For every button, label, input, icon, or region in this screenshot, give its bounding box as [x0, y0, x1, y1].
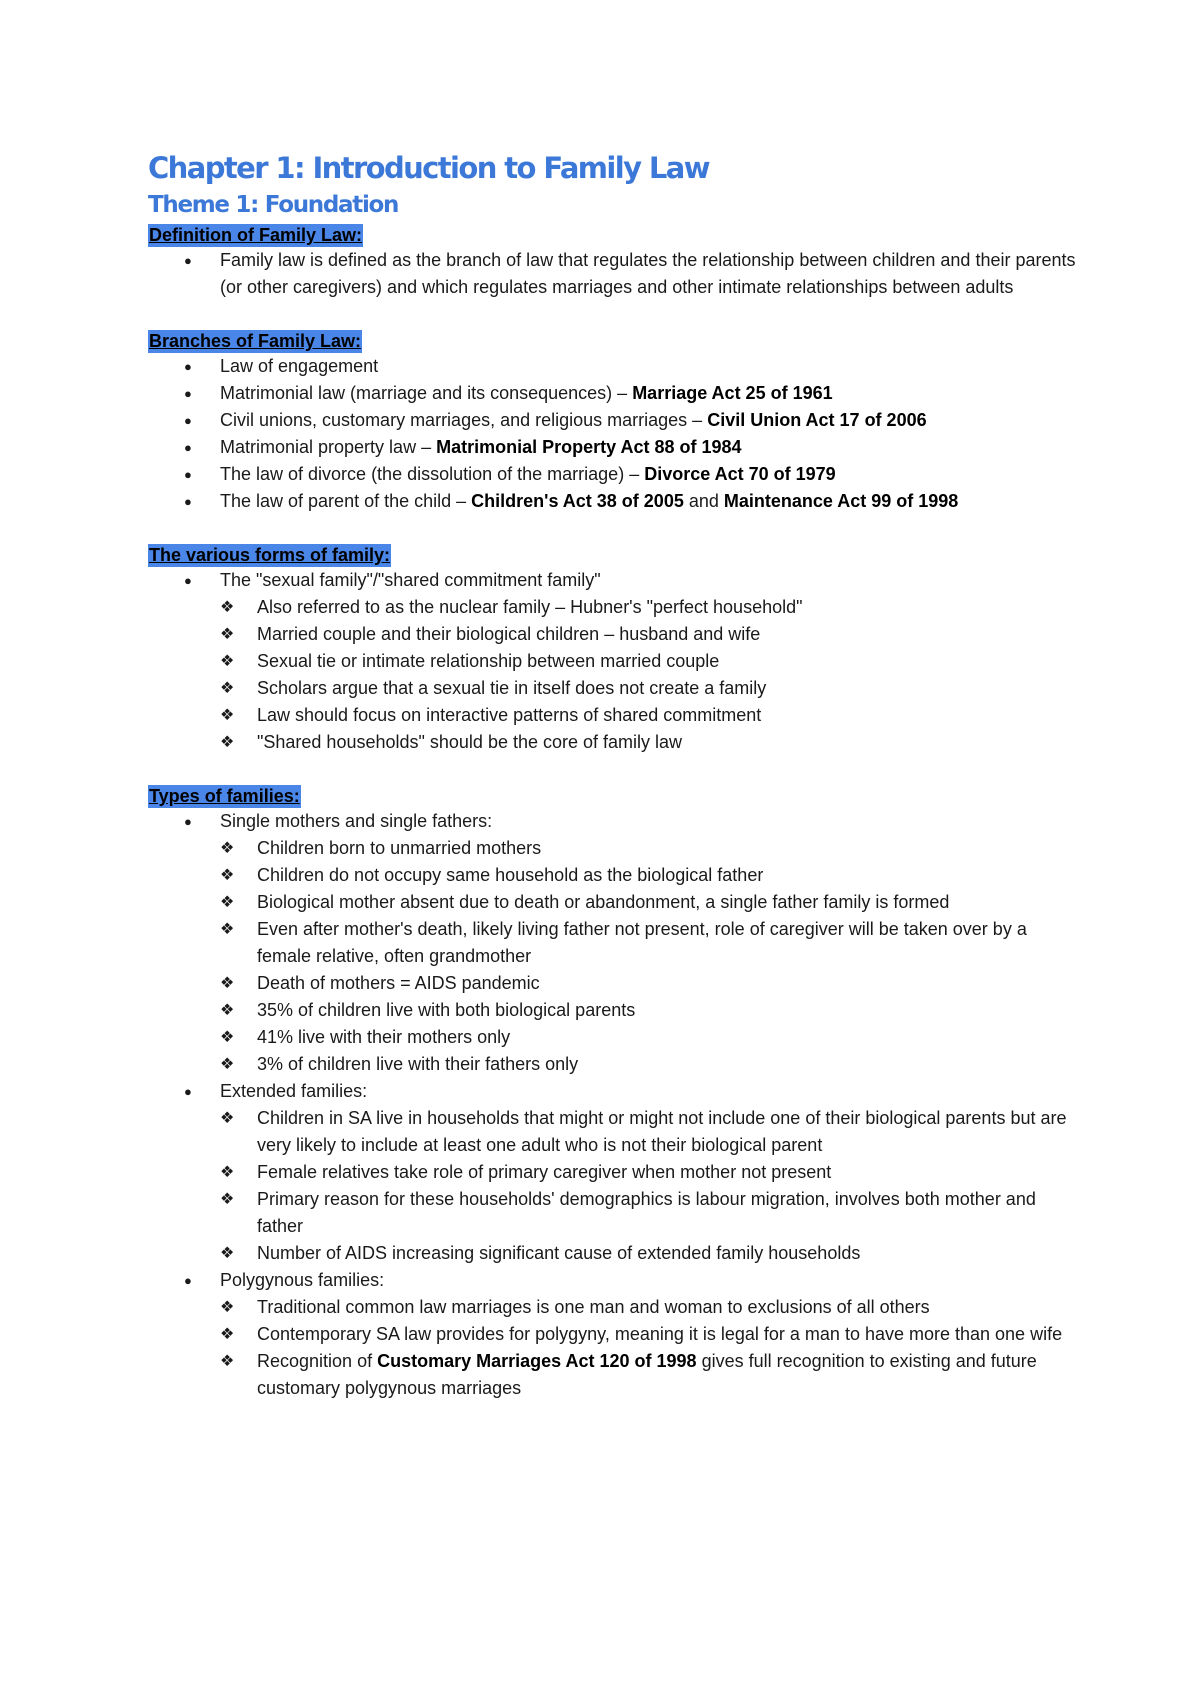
diamond-bullet-icon: ❖: [220, 1245, 235, 1262]
list-item: ● Family law is defined as the branch of law that regulates the relationship between children and their parents (or other caregivers) and which regulates marriages and other intimate relationships between adults: [148, 247, 1078, 301]
diamond-bullet-icon: ❖: [220, 1164, 235, 1181]
diamond-bullet-icon: ❖: [220, 1353, 235, 1370]
diamond-bullet-icon: ❖: [220, 1326, 235, 1343]
branches-section: [148, 328, 1078, 515]
diamond-bullet-icon: ❖: [220, 840, 235, 857]
document-page: [148, 148, 1078, 1429]
sub-list-item: ❖ Contemporary SA law provides for polygyny, meaning it is legal for a man to have more than one wife: [184, 1321, 1078, 1348]
act-name: Divorce Act 70 of 1979: [644, 464, 836, 484]
sub-list-item: ❖ Also referred to as the nuclear family – Hubner's "perfect household": [184, 594, 1078, 621]
section-heading-branches: Branches of Family Law:: [149, 331, 362, 351]
forms-section: [148, 542, 1078, 756]
sub-list-item: ❖ Children in SA live in households that might or might not include one of their biological parents but are very likely to include at least one adult who is not their biological parent: [184, 1105, 1078, 1159]
bullet-icon: ●: [184, 573, 192, 588]
types-section: [148, 783, 1078, 1402]
sub-list-item: ❖ Biological mother absent due to death or abandonment, a single father family is formed: [184, 889, 1078, 916]
chapter-title: Chapter 1: Introduction to Family Law: [148, 151, 709, 185]
bullet-icon: ●: [184, 1273, 192, 1288]
act-name: Matrimonial Property Act 88 of 1984: [436, 437, 742, 457]
diamond-bullet-icon: ❖: [220, 1110, 235, 1127]
bullet-icon: ●: [184, 359, 192, 374]
sub-list-item: ❖ Traditional common law marriages is one man and woman to exclusions of all others: [184, 1294, 1078, 1321]
sub-list-item: ❖ Primary reason for these households' demographics is labour migration, involves both mother and father: [184, 1186, 1078, 1240]
bullet-icon: ●: [184, 467, 192, 482]
sub-list-item: ❖ Female relatives take role of primary caregiver when mother not present: [184, 1159, 1078, 1186]
sub-list-item: ❖ Recognition of Customary Marriages Act 120 of 1998 gives full recognition to existing and future customary polygynous marriages: [184, 1348, 1078, 1402]
section-heading-forms: The various forms of family:: [149, 545, 391, 565]
diamond-bullet-icon: ❖: [220, 734, 235, 751]
bullet-icon: ●: [184, 814, 192, 829]
list-item: ● The "sexual family"/"shared commitment family": [148, 567, 1078, 594]
act-name: Maintenance Act 99 of 1998: [723, 491, 959, 511]
definition-section: [148, 222, 1078, 301]
sub-list-item: ❖ Law should focus on interactive patterns of shared commitment: [184, 702, 1078, 729]
bullet-icon: ●: [184, 1084, 192, 1099]
list-item: ● Matrimonial property law – Matrimonial Property Act 88 of 1984: [148, 434, 1078, 461]
forms-sublist: [184, 594, 1078, 756]
diamond-bullet-icon: ❖: [220, 653, 235, 670]
list-item: ● The law of parent of the child – Children's Act 38 of 2005 and Maintenance Act 99 of 1998: [148, 488, 1078, 515]
diamond-bullet-icon: ❖: [220, 921, 235, 938]
list-item: ● Polygynous families:: [148, 1267, 1078, 1294]
sub-list-item: ❖ Death of mothers = AIDS pandemic: [184, 970, 1078, 997]
section-heading-definition: Definition of Family Law:: [149, 225, 363, 245]
types-list-single: [148, 808, 1078, 835]
bullet-icon: ●: [184, 386, 192, 401]
types-list-extended: [148, 1078, 1078, 1105]
act-name: Children's Act 38 of 2005: [471, 491, 684, 511]
sub-list-item: ❖ "Shared households" should be the core of family law: [184, 729, 1078, 756]
polygynous-sublist: [184, 1294, 1078, 1402]
act-name: Marriage Act 25 of 1961: [632, 383, 833, 403]
forms-list: [148, 567, 1078, 594]
definition-list: [148, 247, 1078, 301]
branches-list: [148, 353, 1078, 515]
list-item: ● Law of engagement: [148, 353, 1078, 380]
list-item: ● Matrimonial law (marriage and its consequences) – Marriage Act 25 of 1961: [148, 380, 1078, 407]
diamond-bullet-icon: ❖: [220, 1029, 235, 1046]
extended-sublist: [184, 1105, 1078, 1267]
bullet-icon: ●: [184, 494, 192, 509]
list-item: ● Civil unions, customary marriages, and religious marriages – Civil Union Act 17 of 2006: [148, 407, 1078, 434]
sub-list-item: ❖ 3% of children live with their fathers only: [184, 1051, 1078, 1078]
list-item: ● The law of divorce (the dissolution of the marriage) – Divorce Act 70 of 1979: [148, 461, 1078, 488]
act-name: Customary Marriages Act 120 of 1998: [377, 1351, 697, 1371]
act-name: Civil Union Act 17 of 2006: [707, 410, 927, 430]
section-heading-types: Types of families:: [149, 786, 300, 806]
bullet-icon: ●: [184, 440, 192, 455]
diamond-bullet-icon: ❖: [220, 867, 235, 884]
diamond-bullet-icon: ❖: [220, 626, 235, 643]
sub-list-item: ❖ Sexual tie or intimate relationship between married couple: [184, 648, 1078, 675]
sub-list-item: ❖ 41% live with their mothers only: [184, 1024, 1078, 1051]
list-item: ● Single mothers and single fathers:: [148, 808, 1078, 835]
bullet-icon: ●: [184, 413, 192, 428]
diamond-bullet-icon: ❖: [220, 975, 235, 992]
diamond-bullet-icon: ❖: [220, 1299, 235, 1316]
diamond-bullet-icon: ❖: [220, 680, 235, 697]
diamond-bullet-icon: ❖: [220, 894, 235, 911]
diamond-bullet-icon: ❖: [220, 1002, 235, 1019]
sub-list-item: ❖ Number of AIDS increasing significant cause of extended family households: [184, 1240, 1078, 1267]
theme-title: Theme 1: Foundation: [148, 192, 399, 218]
diamond-bullet-icon: ❖: [220, 1191, 235, 1208]
diamond-bullet-icon: ❖: [220, 599, 235, 616]
sub-list-item: ❖ Children born to unmarried mothers: [184, 835, 1078, 862]
bullet-icon: ●: [184, 253, 192, 268]
diamond-bullet-icon: ❖: [220, 707, 235, 724]
sub-list-item: ❖ Married couple and their biological children – husband and wife: [184, 621, 1078, 648]
single-sublist: [184, 835, 1078, 1078]
sub-list-item: ❖ Children do not occupy same household as the biological father: [184, 862, 1078, 889]
sub-list-item: ❖ 35% of children live with both biological parents: [184, 997, 1078, 1024]
sub-list-item: ❖ Even after mother's death, likely living father not present, role of caregiver will be taken over by a female relative, often grandmother: [184, 916, 1078, 970]
types-list-polygynous: [148, 1267, 1078, 1294]
list-item: ● Extended families:: [148, 1078, 1078, 1105]
sub-list-item: ❖ Scholars argue that a sexual tie in itself does not create a family: [184, 675, 1078, 702]
diamond-bullet-icon: ❖: [220, 1056, 235, 1073]
